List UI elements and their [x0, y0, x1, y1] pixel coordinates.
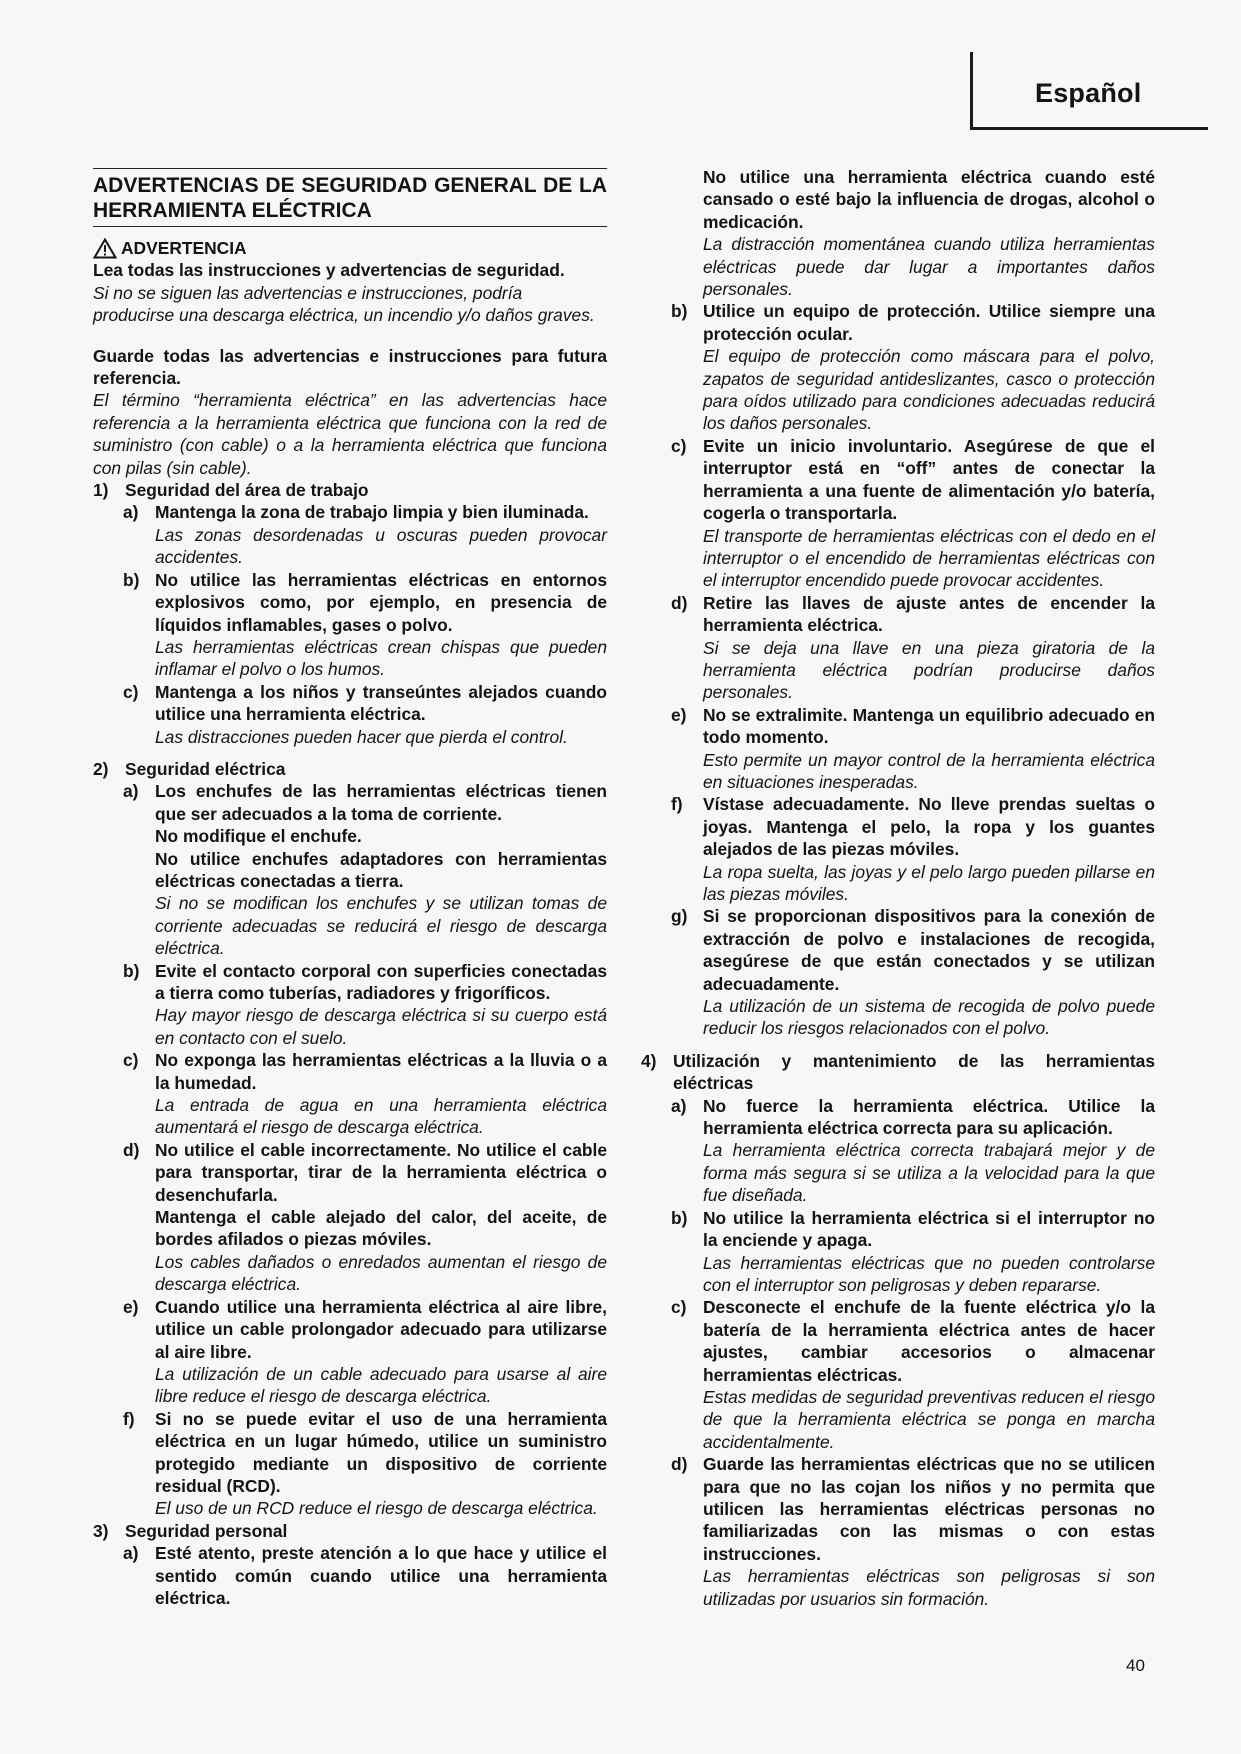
item-label: b): [123, 569, 140, 590]
section-4-items: [641, 1095, 1155, 1610]
item-note: Las herramientas eléctricas que no pueden controlarse con el interruptor son peligrosas y deben repararse.: [703, 1252, 1155, 1295]
list-item: [123, 501, 607, 568]
page-number: 40: [1126, 1656, 1145, 1675]
left-body: [93, 237, 607, 1609]
item-label: c): [123, 681, 139, 702]
item-label: e): [671, 704, 687, 725]
list-item: [123, 960, 607, 1050]
item-note: Los cables dañados o enredados aumentan el riesgo de descarga eléctrica.: [155, 1251, 607, 1295]
item-note: El transporte de herramientas eléctricas con el dedo en el interruptor o el encendido de herramientas eléctricas con el interruptor encendido puede provocar accidentes.: [703, 525, 1155, 591]
item-text: No se extralimite. Mantenga un equilibrio adecuado en todo momento.: [703, 704, 1155, 748]
item-text: Guarde las herramientas eléctricas que no se utilicen para que no las cojan los niños y no permita que utilicen las herramientas eléctricas personas no familiarizadas con las mismas o con estas instrucciones.: [703, 1454, 1155, 1564]
header-rule-vertical: [970, 52, 973, 130]
item-text: Mantenga a los niños y transeúntes alejados cuando utilice una herramienta eléctrica.: [155, 681, 607, 725]
item-text: No utilice enchufes adaptadores con herramientas eléctricas conectadas a tierra.: [155, 848, 607, 891]
section-1: [93, 479, 607, 501]
language-label: Español: [1035, 78, 1142, 108]
list-item: [671, 793, 1155, 905]
list-item: [123, 1139, 607, 1296]
item-label: f): [123, 1408, 135, 1429]
section-2-number: 2): [93, 758, 109, 779]
item-text: No utilice el cable incorrectamente. No utilice el cable para transportar, tirar de la herramienta eléctrica o desenchufarla.: [155, 1139, 607, 1205]
item-label: b): [123, 960, 140, 981]
item-text: Retire las llaves de ajuste antes de encender la herramienta eléctrica.: [703, 592, 1155, 636]
item-note: Esto permite un mayor control de la herramienta eléctrica en situaciones inesperadas.: [703, 749, 1155, 792]
section-1-items: [93, 501, 607, 747]
item-note: Estas medidas de seguridad preventivas reducen el riesgo de que la herramienta eléctrica se ponga en marcha accidentalmente.: [703, 1386, 1155, 1452]
list-item: [671, 704, 1155, 794]
section-1-number: 1): [93, 480, 109, 501]
item-text: Evite el contacto corporal con superficies conectadas a tierra como tuberías, radiadores y frigoríficos.: [155, 960, 607, 1003]
list-item: [123, 1408, 607, 1520]
list-item: [671, 166, 1155, 300]
read-all-text: Lea todas las instrucciones y advertencias de seguridad.: [93, 260, 565, 281]
list-item: [123, 1049, 607, 1139]
item-text: Si se proporcionan dispositivos para la conexión de extracción de polvo e instalaciones de recogida, asegúrese de que están conectados y se utilizan adecuadamente.: [703, 906, 1155, 994]
item-note: Hay mayor riesgo de descarga eléctrica si su cuerpo está en contacto con el suelo.: [155, 1005, 607, 1048]
list-item: [671, 1453, 1155, 1610]
item-label: a): [671, 1095, 687, 1116]
save-note: El término “herramienta eléctrica” en las advertencias hace referencia a la herramienta eléctrica que funciona con la red de suministro (con cable) o a la herramienta eléctrica que funciona con pilas (sin cable).: [93, 390, 607, 478]
section-3-number: 3): [93, 1520, 109, 1541]
section-2: [93, 758, 607, 780]
item-text: No modifique el enchufe.: [155, 826, 362, 847]
title-block: [93, 168, 607, 227]
list-item: [123, 1296, 607, 1408]
section-4-title: Utilización y mantenimiento de las herramientas eléctricas: [673, 1050, 1155, 1094]
item-label: b): [671, 301, 688, 322]
item-note: Las herramientas eléctricas son peligrosas si son utilizadas por usuarios sin formación.: [703, 1566, 1155, 1609]
list-item: [123, 569, 607, 681]
item-text: No exponga las herramientas eléctricas a la lluvia o a la humedad.: [155, 1050, 607, 1093]
list-item: [123, 681, 607, 748]
list-item: [123, 780, 607, 959]
item-label: c): [671, 435, 687, 456]
warning-label: ADVERTENCIA: [121, 238, 247, 258]
section-1-title: Seguridad del área de trabajo: [125, 480, 369, 501]
item-note: Las herramientas eléctricas crean chispas que pueden inflamar el polvo o los humos.: [155, 636, 607, 680]
list-item: [671, 1207, 1155, 1297]
item-label: c): [671, 1297, 687, 1318]
item-text: No utilice una herramienta eléctrica cuando esté cansado o esté bajo la influencia de drogas, alcohol o medicación.: [703, 167, 1155, 232]
item-text: Esté atento, preste atención a lo que hace y utilice el sentido común cuando utilice una herramienta eléctrica.: [155, 1543, 607, 1608]
right-body: [641, 166, 1155, 1610]
item-text: Vístase adecuadamente. No lleve prendas sueltas o joyas. Mantenga el pelo, la ropa y los guantes alejados de las piezas móviles.: [703, 794, 1155, 860]
section-3-title: Seguridad personal: [125, 1520, 288, 1541]
item-text: Utilice un equipo de protección. Utilice siempre una protección ocular.: [703, 301, 1155, 344]
item-label: e): [123, 1296, 139, 1317]
item-text: Desconecte el enchufe de la fuente eléctrica y/o la batería de la herramienta eléctrica antes de hacer ajustes, cambiar accesorios o almacenar herramientas eléctricas.: [703, 1297, 1155, 1385]
item-note: La utilización de un cable adecuado para usarse al aire libre reduce el riesgo de descarga eléctrica.: [155, 1363, 607, 1407]
item-text: No utilice las herramientas eléctricas en entornos explosivos como, por ejemplo, en presencia de líquidos inflamables, gases o polvo.: [155, 569, 607, 635]
header-rule-horizontal: [970, 127, 1208, 130]
item-text: Evite un inicio involuntario. Asegúrese de que el interruptor está en “off” antes de conectar la herramienta a una fuente de alimentación y/o batería, cogerla o transportarla.: [703, 435, 1155, 524]
warning-heading: [93, 237, 607, 259]
section-3-items: [93, 1542, 607, 1609]
section-2-items: [93, 780, 607, 1519]
list-item: [671, 905, 1155, 1039]
item-note: La entrada de agua en una herramienta eléctrica aumentará el riesgo de descarga eléctrica.: [155, 1095, 607, 1138]
section-3-continued: [641, 166, 1155, 1040]
item-text: Mantenga la zona de trabajo limpia y bien iluminada.: [155, 502, 589, 523]
item-note: El equipo de protección como máscara para el polvo, zapatos de seguridad antideslizantes, casco o protección para oídos utilizado para condiciones adecuadas reducirá los daños personales.: [703, 346, 1155, 434]
item-label: d): [671, 1454, 688, 1475]
item-text: No fuerce la herramienta eléctrica. Utilice la herramienta eléctrica correcta para su aplicación.: [703, 1095, 1155, 1139]
item-text: Mantenga el cable alejado del calor, del aceite, de bordes afilados o piezas móviles.: [155, 1207, 607, 1250]
section-2-title: Seguridad eléctrica: [125, 758, 286, 779]
item-note: El uso de un RCD reduce el riesgo de descarga eléctrica.: [155, 1498, 598, 1519]
item-note: Si no se modifican los enchufes y se utilizan tomas de corriente adecuadas se reducirá el riesgo de descarga eléctrica.: [155, 893, 607, 959]
item-text: Cuando utilice una herramienta eléctrica al aire libre, utilice un cable prolongador adecuado para utilizarse al aire libre.: [155, 1296, 607, 1362]
item-label: f): [671, 794, 683, 815]
section-3: [93, 1520, 607, 1542]
item-note: Las distracciones pueden hacer que pierda el control.: [155, 726, 568, 747]
item-label: g): [671, 906, 688, 927]
list-item: [671, 435, 1155, 592]
page-title: ADVERTENCIAS DE SEGURIDAD GENERAL DE LA HERRAMIENTA ELÉCTRICA: [93, 174, 607, 222]
item-label: b): [671, 1207, 688, 1228]
item-note: Las zonas desordenadas u oscuras pueden provocar accidentes.: [155, 524, 607, 568]
item-text: Los enchufes de las herramientas eléctricas tienen que ser adecuados a la toma de corriente.: [155, 781, 607, 824]
warning-triangle-icon: [93, 238, 117, 259]
item-note: La ropa suelta, las joyas y el pelo largo pueden pillarse en las piezas móviles.: [703, 861, 1155, 904]
list-item: [671, 300, 1155, 434]
read-all-note: Si no se siguen las advertencias e instrucciones, podría producirse una descarga eléctrica, un incendio y/o daños graves.: [93, 282, 595, 326]
save-text: Guarde todas las advertencias e instrucciones para futura referencia.: [93, 345, 607, 389]
item-label: a): [123, 502, 139, 523]
list-item: [671, 1095, 1155, 1207]
item-label: a): [123, 781, 139, 802]
item-label: d): [123, 1139, 140, 1160]
section-4: [641, 1050, 1155, 1095]
section-4-number: 4): [641, 1050, 657, 1071]
item-note: Si se deja una llave en una pieza giratoria de la herramienta eléctrica podrían producirse daños personales.: [703, 637, 1155, 703]
list-item: [671, 1296, 1155, 1453]
item-note: La herramienta eléctrica correcta trabajará mejor y de forma más segura si se utiliza a la velocidad para la que fue diseñada.: [703, 1140, 1155, 1206]
item-label: a): [123, 1543, 139, 1564]
item-label: c): [123, 1050, 139, 1071]
item-text: Si no se puede evitar el uso de una herramienta eléctrica en un lugar húmedo, utilice un suministro protegido mediante un dispositivo de corriente residual (RCD).: [155, 1408, 607, 1496]
item-note: La utilización de un sistema de recogida de polvo puede reducir los riesgos relacionados con el polvo.: [703, 996, 1155, 1039]
item-text: No utilice la herramienta eléctrica si el interruptor no la enciende y apaga.: [703, 1207, 1155, 1251]
list-item: [123, 1542, 607, 1609]
item-note: La distracción momentánea cuando utiliza herramientas eléctricas puede dar lugar a importantes daños personales.: [703, 234, 1155, 300]
list-item: [671, 592, 1155, 704]
item-label: d): [671, 592, 688, 613]
